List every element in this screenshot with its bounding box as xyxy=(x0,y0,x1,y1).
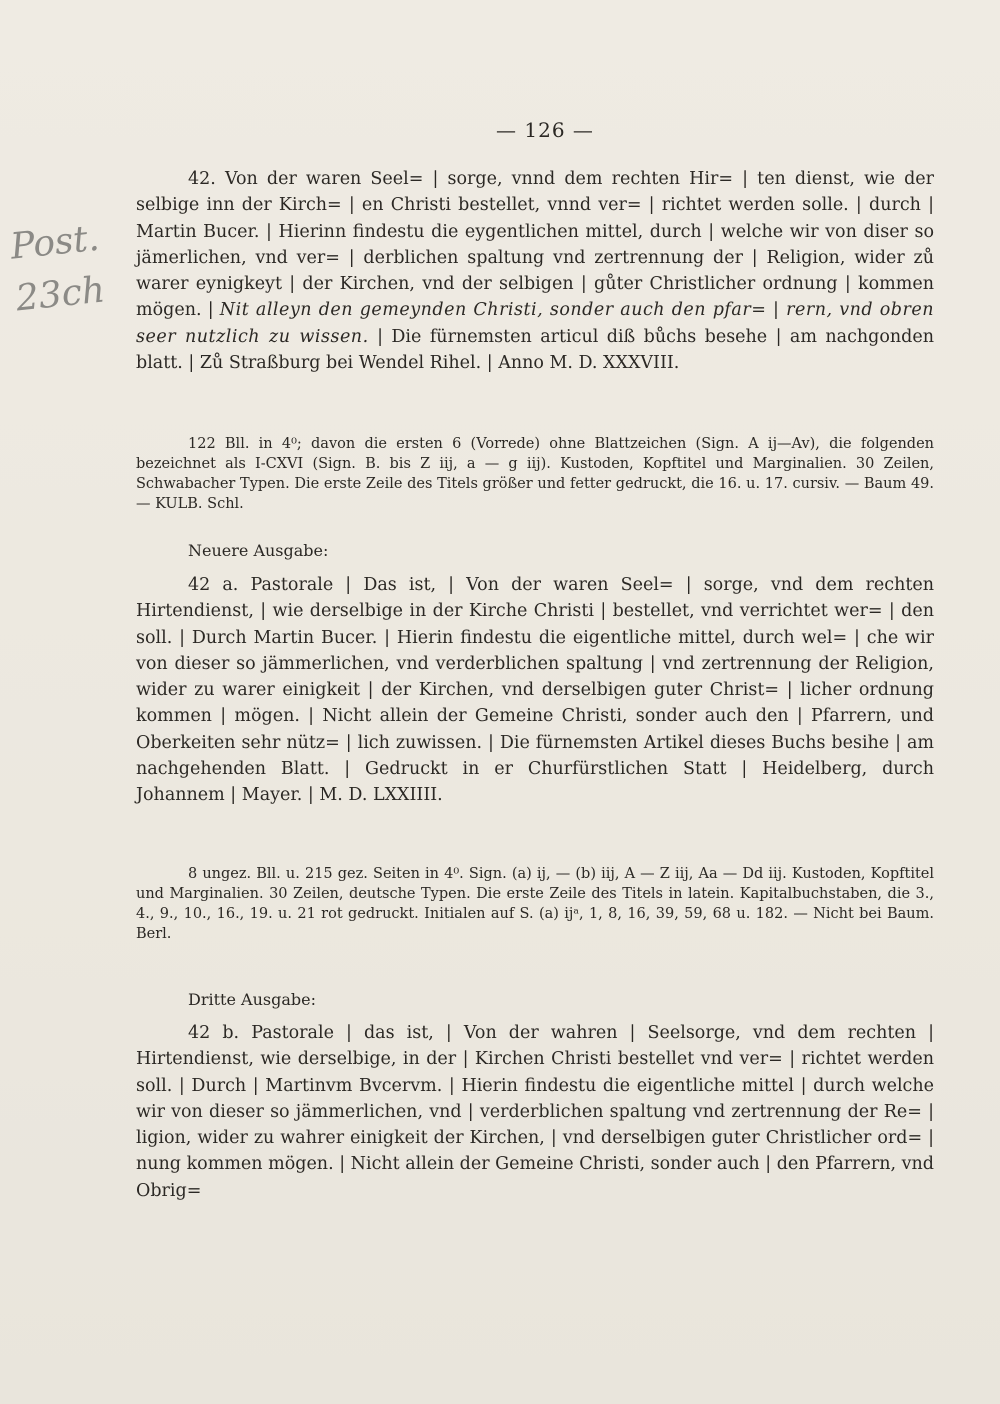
section-heading-dritte xyxy=(136,990,934,1009)
entry-text: Pastorale | Das ist, | Von der waren Seel= | sorge, vnd dem rechten Hirtendienst, | wie derselbige in der Kirche Christi | bestellet, vnd verrichtet wer= | den soll. | Durch Martin Bucer. | Hierin findestu die eigentliche mittel, durch wel= | che wir von dieser so jämmerlichen, vnd verderblichen spaltung | vnd zertrennung der Religion, wider zu warer einigkeit | der Kirchen, vnd derselbigen guter Christ= | licher ordnung kommen | mögen. | Nicht allein der Gemeine Christi, sonder auch den | Pfarrern, und Oberkeiten sehr nütz= | lich zuwissen. | Die fürnemsten Artikel dieses Buchs besihe | am nachgehenden Blatt. | Gedruckt in er Churfürstlichen Statt | Heidelberg, durch Johannem | Mayer. | M. D. LXXIIII. xyxy=(136,575,934,806)
entry-42b xyxy=(136,1020,934,1204)
entry-latin-text: Nit alleyn den gemeynden Christi, sonder auch den pfar= | rern, vnd obren seer nutzlich zu wissen. xyxy=(136,300,934,347)
entry-number: 42 a. xyxy=(188,575,239,595)
entry-42a-title xyxy=(136,572,934,809)
handwritten-margin-note: Post. 23ch xyxy=(8,217,107,320)
entry-42a-description xyxy=(136,864,934,944)
entry-number: 42. xyxy=(188,169,216,189)
bibliographic-description xyxy=(136,864,934,944)
entry-number: 42 b. xyxy=(188,1023,240,1043)
entry-42a xyxy=(136,572,934,809)
entry-42b-title xyxy=(136,1020,934,1204)
entry-42-description xyxy=(136,434,934,514)
entry-text: Pastorale | das ist, | Von der wahren | Seelsorge, vnd dem rechten | Hirtendienst, wie derselbige, in der | Kirchen Christi bestellet vnd ver= | richtet werden soll. | Durch | Martinvm Bvcervm. | Hierin findestu die eigentliche mittel | durch welche wir von dieser so jämmerlichen, vnd | verderblichen spaltung vnd zertrennung der Re= | ligion, wider zu wahrer einigkeit der Kirchen, | vnd derselbigen guter Christlicher ord= | nung kommen mögen. | Nicht allein der Gemeine Christi, sonder auch | den Pfarrern, vnd Obrig= xyxy=(136,1023,934,1201)
section-heading: Neuere Ausgabe: xyxy=(188,541,329,560)
bibliographic-description xyxy=(136,434,934,514)
description-text: 8 ungez. Bll. u. 215 gez. Seiten in 4⁰. Sign. (a) ij, — (b) iij, A — Z iij, Aa — Dd iij. Kustoden, Kopftitel und Marginalien. 30 Zeilen, deutsche Typen. Die erste Zeile des Titels in latein. Kapitalbuchstaben, die 3., 4., 9., 10., 16., 19. u. 21 rot gedruckt. Initialen auf S. (a) ijᵃ, 1, 8, 16, 39, 59, 68 u. 182. — Nicht bei Baum. Berl. xyxy=(136,866,934,942)
description-text: 122 Bll. in 4⁰; davon die ersten 6 (Vorrede) ohne Blattzeichen (Sign. A ij—Av), die folgenden bezeichnet als I-CXVI (Sign. B. bis Z iij, a — g iij). Kustoden, Kopftitel und Marginalien. 30 Zeilen, Schwabacher Typen. Die erste Zeile des Titels größer und fetter gedruckt, die 16. u. 17. cursiv. — Baum 49. — KULB. Schl. xyxy=(136,436,934,512)
entry-42-title xyxy=(136,166,934,376)
entry-42 xyxy=(136,166,934,376)
section-heading-neuere xyxy=(136,541,934,560)
entry-text: Von der waren Seel= | sorge, vnnd dem rechten Hir= | ten dienst, wie der selbige inn der Kirch= | en Christi bestellet, vnnd ver= | richtet werden solle. | durch | Martin Bucer. | Hierinn findestu die eygentlichen mittel, durch | welche wir von diser so jämerlichen, vnd ver= | derblichen spaltung vnd zertrennung der | Religion, wider zů warer eynigkeyt | der Kirchen, vnd der selbigen | gůter Christlicher ordnung | kommen mögen. | xyxy=(136,169,934,321)
entry-text: | Die fürnemsten articul diß bůchs besehe | am nachgonden blatt. | Zů Straßburg bei Wendel Rihel. | Anno M. D. XXXVIII. xyxy=(136,326,934,374)
section-heading: Dritte Ausgabe: xyxy=(188,990,316,1009)
page-number: — 126 — xyxy=(496,118,594,142)
